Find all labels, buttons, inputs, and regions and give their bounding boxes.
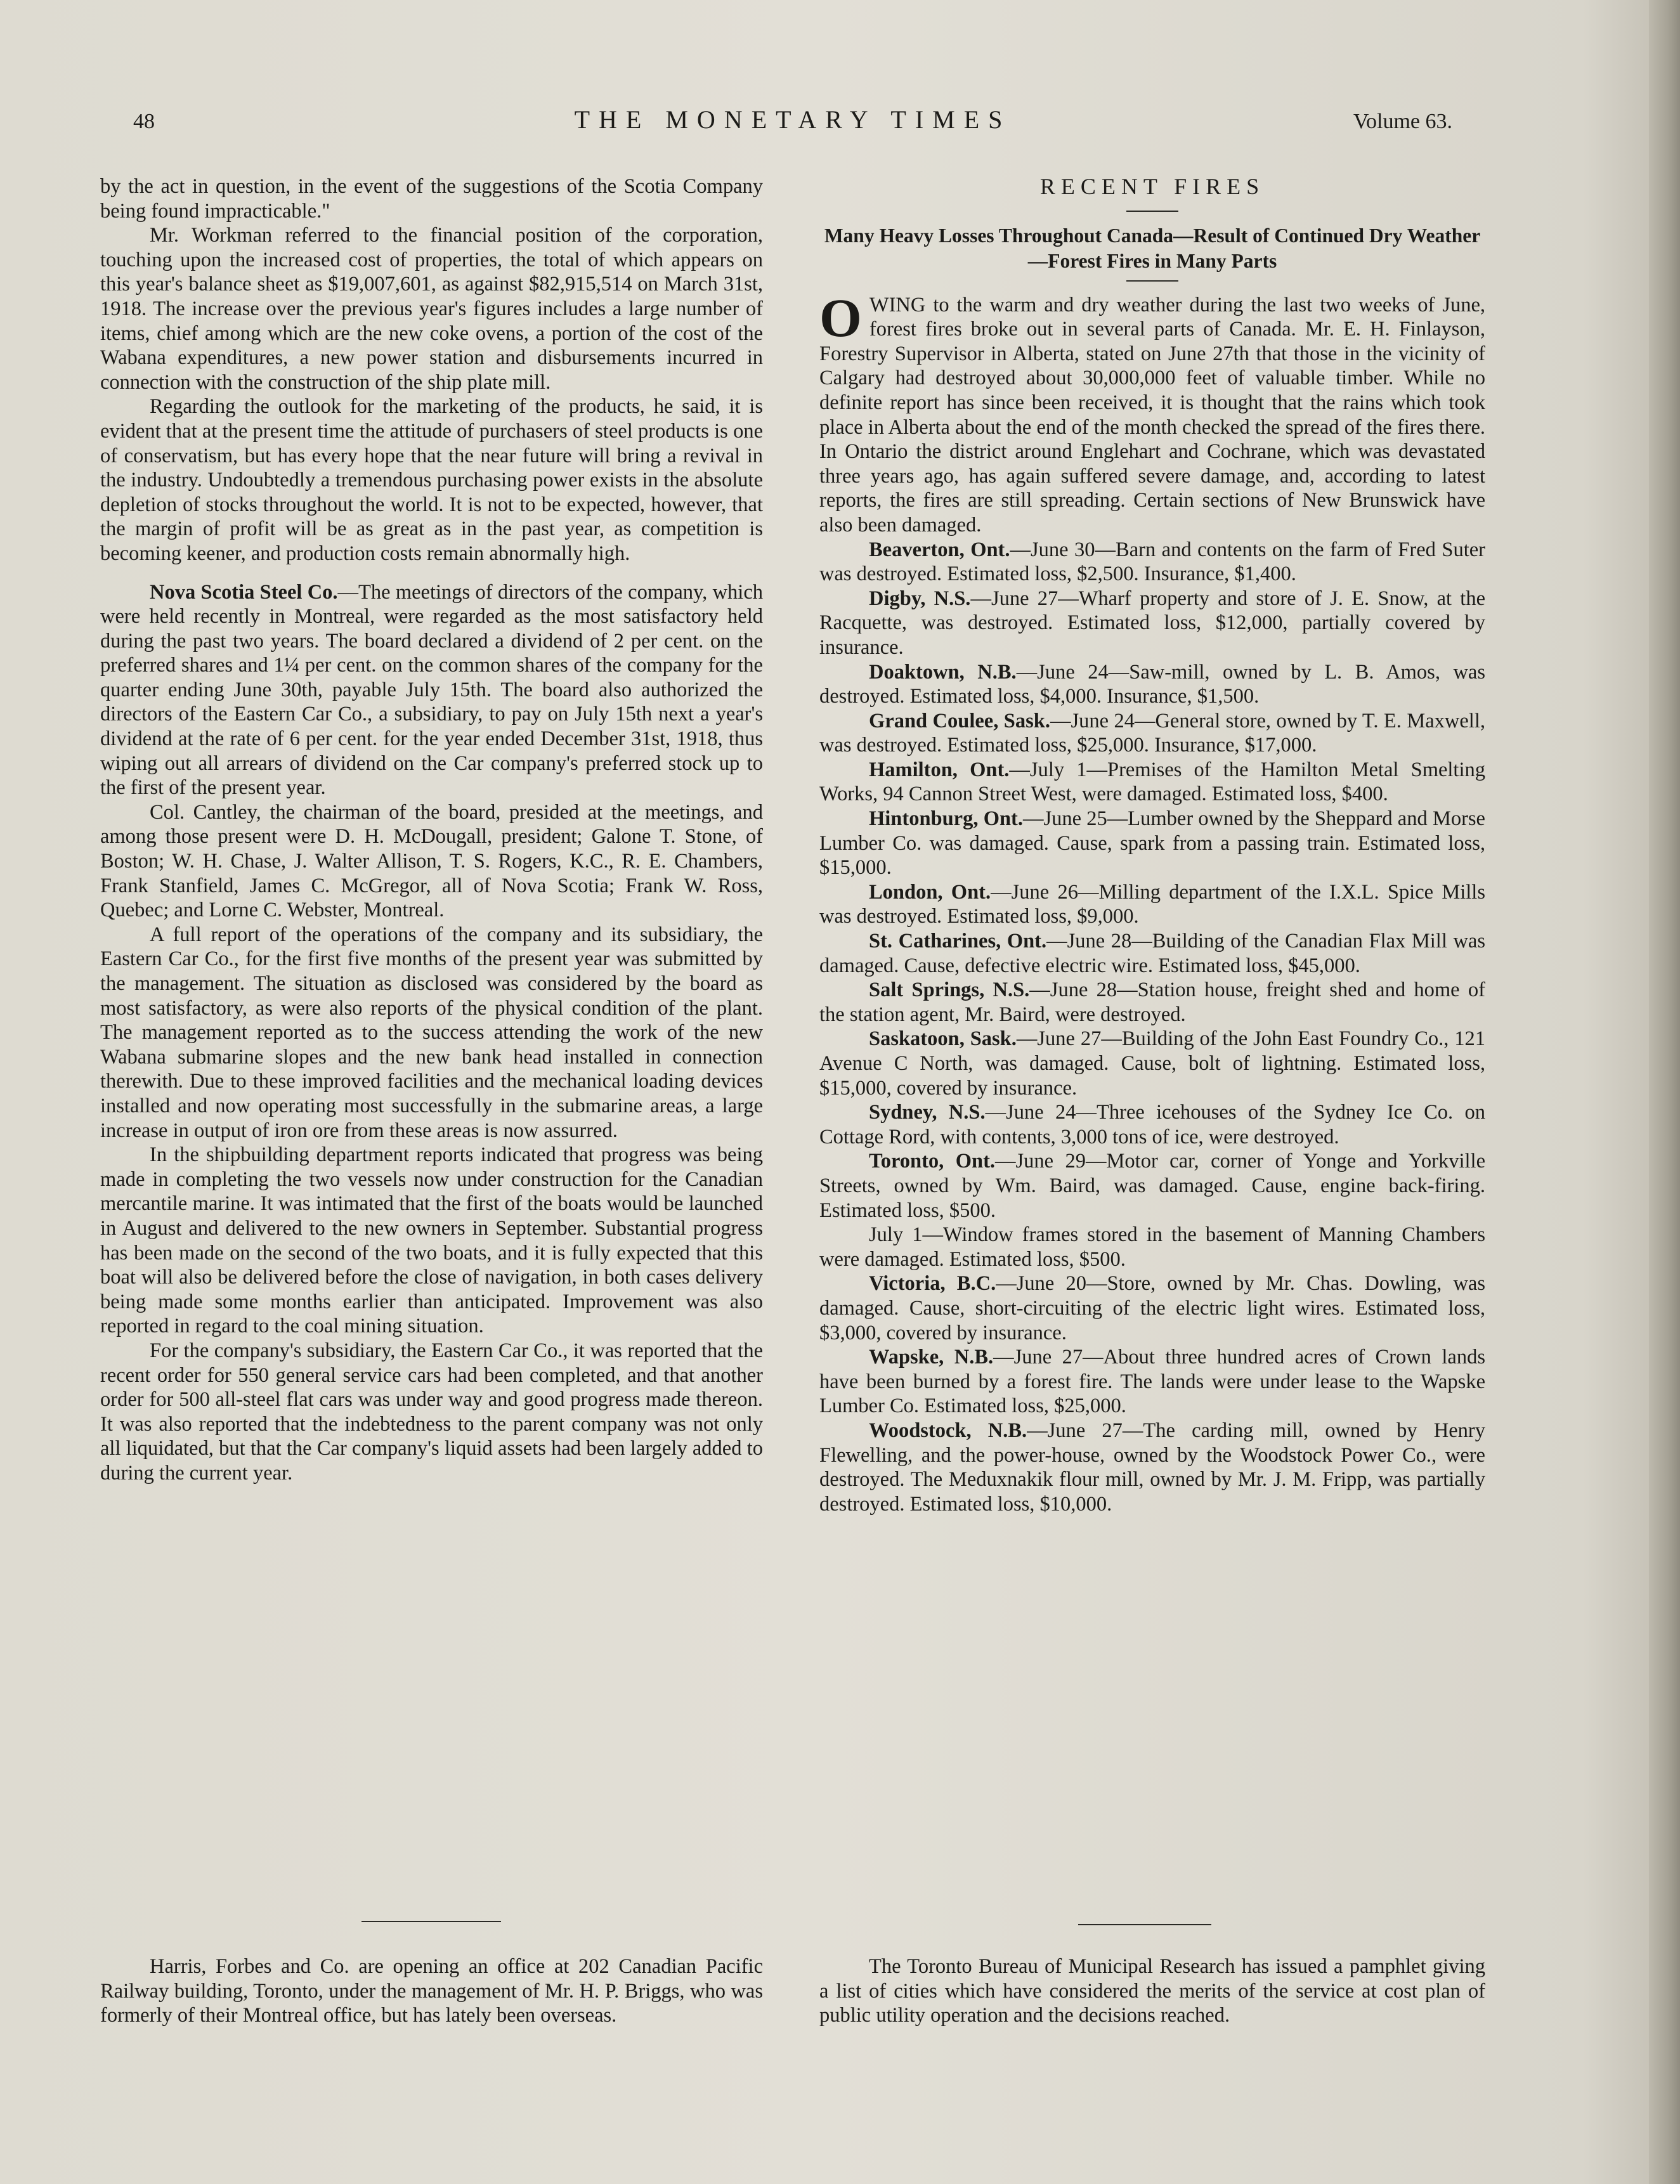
fire-entry-place: Hintonburg, Ont. — [869, 807, 1023, 831]
fire-entry — [819, 1271, 1485, 1345]
fire-entry-text: —June 27—Building of the John East Foundry Co., 121 Avenue C North, was damaged. Cause, bolt of lightning. Estimated loss, $15,000, covered by insurance. — [819, 1027, 1486, 1100]
paragraph: For the company's subsidiary, the Eastern Car Co., it was reported that the recent order for 550 general service cars had been completed, and that another order for 500 all-steel flat cars was under way and good progress made thereon. It was also reported that the indebtedness to the parent company was not only all liquidated, but that the Car company's liquid assets had been largely added to during the current year. — [100, 1339, 763, 1485]
fire-entry-place: Doaktown, N.B. — [869, 660, 1017, 684]
fire-entry-text: —June 25—Lumber owned by the Sheppard and Morse Lumber Co. was damaged. Cause, spark from a passing train. Estimated loss, $15,000. — [819, 807, 1485, 880]
page-number: 48 — [133, 110, 155, 133]
fire-entries-list — [819, 538, 1485, 1517]
paragraph: In the shipbuilding department reports indicated that progress was being made in completing the two vessels now under construction for the Canadian mercantile marine. It was intimated that the first of the boats would be launched in August and delivered to the new owners in September. Substantial progress has been made on the second of the two boats, and it is fully expected that this boat will also be delivered before the close of navigation, in both cases delivery being made some months earlier than anticipated. Improvement was also reported in regard to the coal mining situation. — [100, 1143, 763, 1338]
fire-entry-text: —June 28—Building of the Canadian Flax Mill was damaged. Cause, defective electric wire. Estimated loss, $45,000. — [819, 930, 1485, 977]
page-header — [133, 105, 1452, 143]
fire-entry-text: July 1—Window frames stored in the basement of Manning Chambers were damaged. Estimated loss, $500. — [819, 1223, 1485, 1271]
fire-entry-text: —June 24—Three icehouses of the Sydney Ice Co. on Cottage Rord, with contents, 3,000 tons of ice, were destroyed. — [819, 1101, 1486, 1148]
fire-entry — [819, 758, 1485, 807]
fire-entry — [819, 1345, 1485, 1419]
volume-label: Volume 63. — [1353, 110, 1452, 133]
fire-entry-text: —June 27—Wharf property and store of J. E. Snow, at the Racquette, was destroyed. Estimated loss, $12,000, partially covered by insurance. — [819, 587, 1486, 659]
drop-cap: O — [819, 287, 862, 348]
fire-entry — [819, 709, 1485, 758]
fire-entry-place: Digby, N.S. — [869, 587, 971, 610]
fire-entry-text: —June 20—Store, owned by Mr. Chas. Dowling, was damaged. Cause, short-circuiting of the electric light wires. Estimated loss, $3,000, covered by insurance. — [819, 1272, 1485, 1344]
notice-text: Harris, Forbes and Co. are opening an office at 202 Canadian Pacific Railway building, Toronto, under the management of Mr. H. P. Briggs, who was formerly of their Montreal office, but has lately been overseas. — [100, 1955, 763, 2027]
fire-entry — [819, 1027, 1485, 1100]
left-column — [100, 174, 763, 1485]
fire-entry — [819, 807, 1485, 880]
fire-entry — [819, 1100, 1485, 1149]
paragraph-nova-scotia — [100, 580, 763, 800]
fire-entry — [819, 929, 1485, 978]
fire-entry — [819, 880, 1485, 929]
fire-entry-text: —June 26—Milling department of the I.X.L. Spice Mills was destroyed. Estimated loss, $9,000. — [819, 880, 1485, 928]
intro-paragraph — [819, 287, 1485, 538]
notice-toronto-bureau — [819, 1954, 1485, 2028]
fire-entry — [819, 1149, 1485, 1223]
notice-text: The Toronto Bureau of Municipal Research has issued a pamphlet giving a list of cities which have considered the merits of the service at cost plan of public utility operation and the decisions reached. — [819, 1955, 1485, 2027]
fire-entry-text: —June 24—Saw-mill, owned by L. B. Amos, was destroyed. Estimated loss, $4,000. Insurance, $1,500. — [819, 660, 1485, 708]
fire-entry — [819, 978, 1485, 1027]
fire-entry — [819, 587, 1485, 660]
fire-entry-place: Wapske, N.B. — [869, 1346, 994, 1369]
paragraph: A full report of the operations of the company and its subsidiary, the Eastern Car Co., for the first five months of the present year was submitted by the management. The situation as disclosed was considered by the board as most satisfactory, as were also reports of the physical condition of the plant. The management reported as to the success attending the work of the new Wabana submarine slopes and the new bank head installed in connection therewith. Due to these improved facilities and the mechanical loading devices installed and now operating most successfully in the submarine areas, a large increase in output of iron ore from these areas is now assurred. — [100, 923, 763, 1142]
paragraph: Regarding the outlook for the marketing of the products, he said, it is evident that at the present time the attitude of purchasers of steel products is one of conservatism, but has every hope that the near future will bring a revival in the industry. Undoubtedly a tremendous purchasing power exists in the absolute depletion of stocks throughout the world. It is not to be expected, however, that the margin of profit will be as great as in the past year, as competition is becoming keener, and production costs remain abnormally high. — [100, 395, 763, 565]
fire-entry-place: Salt Springs, N.S. — [869, 978, 1030, 1002]
fire-entry-place: Toronto, Ont. — [869, 1150, 996, 1173]
binding-edge — [1649, 0, 1680, 2184]
fire-entry-place: Woodstock, N.B. — [869, 1419, 1027, 1442]
intro-text: WING to the warm and dry weather during the last two weeks of June, forest fires broke out in several parts of Canada. Mr. E. H. Finlayson, Forestry Supervisor in Alberta, stated on June 27th that those in the vicinity of Calgary had destroyed about 30,000,000 feet of valuable timber. While no definite report has since been received, it is thought that the rains which took place in Alberta about the end of the month checked the spread of the fires there. In Ontario the district around Englehart and Cochrane, which was devastated three years ago, has again suffered severe damage, and, according to latest reports, the fires are still spreading. Certain sections of New Brunswick have also been damaged. — [819, 293, 1485, 536]
fire-entry-text: —June 30—Barn and contents on the farm of Fred Suter was destroyed. Estimated loss, $2,500. Insurance, $1,400. — [819, 538, 1485, 586]
fire-entry-place: Grand Coulee, Sask. — [869, 709, 1050, 732]
divider-rule-left — [361, 1921, 501, 1922]
fire-entry-text: —June 28—Station house, freight shed and home of the station agent, Mr. Baird, were destroyed. — [819, 978, 1485, 1026]
paragraph: Col. Cantley, the chairman of the board, presided at the meetings, and among those present were D. H. McDougall, president; Galone T. Stone, of Boston; W. H. Chase, J. Walter Allison, T. S. Rogers, K.C., R. E. Chambers, Frank Stanfield, James C. McGregor, all of Nova Scotia; Frank W. Ross, Quebec; and Lorne C. Webster, Montreal. — [100, 800, 763, 922]
paragraph-lead: Nova Scotia Steel Co. — [150, 580, 338, 604]
fire-entry-text: —June 27—The carding mill, owned by Henry Flewelling, and the power-house, owned by the Woodstock Power Co., were destroyed. The Meduxnakik flour mill, owned by Mr. J. M. Fripp, was partially destroyed. Estimated loss, $10,000. — [819, 1419, 1485, 1516]
divider-rule-right — [1078, 1924, 1211, 1925]
paragraph-body: —The meetings of directors of the company, which were held recently in Montreal, were regarded as the most satisfactory held during the past two years. The board declared a dividend of 2 per cent. on the preferred shares and 1¼ per cent. on the common shares of the company for the quarter ending June 30th, payable July 15th. The board also authorized the directors of the Eastern Car Co., a subsidiary, to pay on July 15th next a year's dividend at the rate of 6 per cent. for the year ended December 31st, 1918, thus wiping out all arrears of dividend on the Car company's preferred stock up to the first of the present year. — [100, 580, 763, 800]
title-rule — [1126, 211, 1178, 212]
fire-entry — [819, 1223, 1485, 1271]
fire-entry-text: —June 27—About three hundred acres of Crown lands have been burned by a forest fire. The lands were under lease to the Wapske Lumber Co. Estimated loss, $25,000. — [819, 1346, 1485, 1418]
right-column — [819, 174, 1485, 1516]
fire-entry-text: —June 24—General store, owned by T. E. Maxwell, was destroyed. Estimated loss, $25,000. Insurance, $17,000. — [819, 709, 1485, 757]
paragraph: Mr. Workman referred to the financial position of the corporation, touching upon the increased cost of properties, the total of which appears on this year's balance sheet as $19,007,601, as against $82,915,514 on March 31st, 1918. The increase over the previous year's figures includes a large number of items, chief among which are the new coke ovens, a portion of the cost of the Wabana expenditures, a new power station and disbursements incurred in connection with the construction of the ship plate mill. — [100, 224, 763, 394]
paragraph: by the act in question, in the event of the suggestions of the Scotia Company being found impracticable." — [100, 175, 763, 223]
fire-entry — [819, 660, 1485, 709]
subtitle-rule — [1126, 280, 1178, 282]
fire-entry-place: Beaverton, Ont. — [869, 538, 1010, 561]
notice-harris-forbes — [100, 1954, 763, 2028]
fire-entry-place: Victoria, B.C. — [869, 1272, 996, 1296]
fire-entry-place: St. Catharines, Ont. — [869, 930, 1047, 953]
fire-entry — [819, 1419, 1485, 1516]
fire-entry-text: —July 1—Premises of the Hamilton Metal Smelting Works, 94 Cannon Street West, were damaged. Estimated loss, $400. — [819, 758, 1485, 806]
masthead: THE MONETARY TIMES — [574, 105, 1012, 134]
fire-entry-place: Hamilton, Ont. — [869, 758, 1010, 781]
fire-entry-place: London, Ont. — [869, 880, 991, 904]
fire-entry-text: —June 29—Motor car, corner of Yonge and Yorkville Streets, owned by Wm. Baird, was damaged. Cause, engine back-firing. Estimated loss, $500. — [819, 1150, 1485, 1222]
fire-entry — [819, 538, 1485, 587]
section-title: RECENT FIRES — [1039, 174, 1265, 199]
section-subtitle: Many Heavy Losses Throughout Canada—Result of Continued Dry Weather—Forest Fires in Many Parts — [824, 224, 1481, 272]
fire-entry-place: Saskatoon, Sask. — [869, 1027, 1017, 1051]
fire-entry-place: Sydney, N.S. — [869, 1101, 986, 1124]
